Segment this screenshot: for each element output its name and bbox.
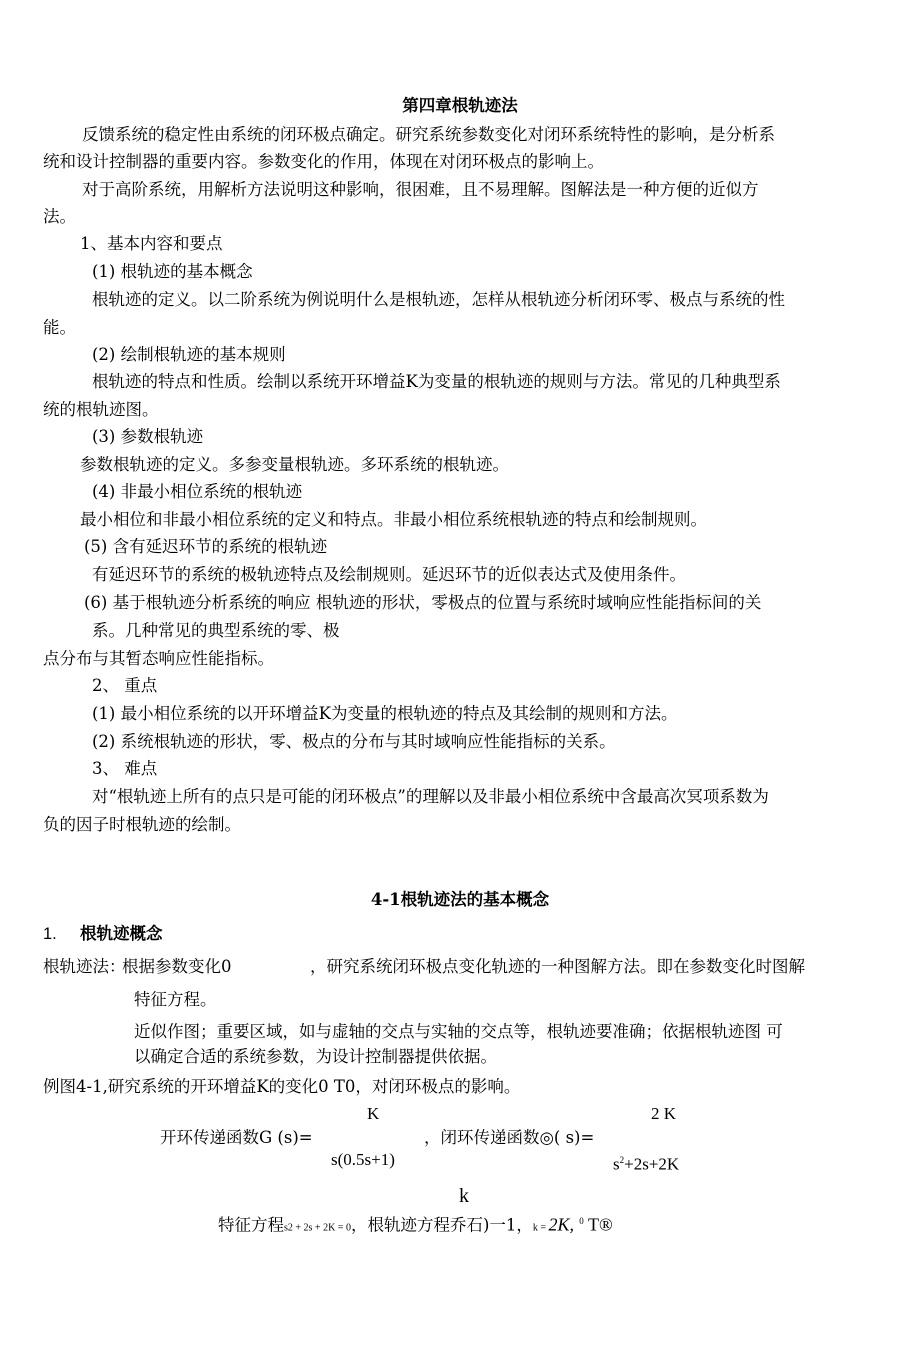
definition-text: 根据参数变化0 [122,957,232,976]
den-rest: +2s+2K [624,1154,680,1174]
item-text: 系。几种常见的典型系统的零、极 [92,621,340,640]
definition-text: ，研究系统闭环极点变化轨迹的一种图解方法。即在参数变化时图解 [310,957,805,976]
open-loop-numerator: K [367,1104,380,1123]
sub-heading: 根轨迹概念 [80,924,163,943]
item-text: 点分布与其暂态响应性能指标。 [43,649,274,668]
definition-text: 以确定合适的系统参数，为设计控制器提供依据。 [134,1047,497,1066]
definition-text: 近似作图；重要区域，如与虚轴的交点与实轴的交点等，根轨迹要准确；依据根轨迹图 可 [134,1022,783,1041]
intro-line: 对于高阶系统，用解析方法说明这种影响，很困难，且不易理解。图解法是一种方便的近似方 [82,180,759,199]
den-s: s [613,1154,620,1174]
sub-number: 1. [43,925,57,943]
characteristic-equation [218,1211,613,1239]
k-symbol: k [459,1185,469,1207]
item-title: (6) 基于根轨迹分析系统的响应 根轨迹的形状，零极点的位置与系统时域响应性能指标间的关 [84,593,762,612]
char-text: ，根轨迹方程乔石)一1， [350,1215,533,1235]
char-term: 0 [579,1216,584,1226]
item-text: (1) 最小相位系统的以开环增益K为变量的根轨迹的特点及其绘制的规则和方法。 [92,704,678,723]
char-term: s2 + [284,1222,304,1234]
den-sup: 2 [619,1155,625,1165]
item-title: (3) 参数根轨迹 [92,427,204,446]
item-text: 最小相位和非最小相位系统的定义和特点。非最小相位系统根轨迹的特点和绘制规则。 [80,510,707,529]
char-term: T® [583,1214,613,1235]
example-line: 例图4-1,研究系统的开环增益K的变化0 T0，对闭环极点的影响。 [43,1077,521,1096]
item-text: 参数根轨迹的定义。多参变量根轨迹。多环系统的根轨迹。 [80,455,509,474]
section-heading: 2、 重点 [92,676,158,695]
item-text: 对“根轨迹上所有的点只是可能的闭环极点”的理解以及非最小相位系统中含最高次冥项系数为 [92,787,769,806]
intro-line: 统和设计控制器的重要内容。参数变化的作用，体现在对闭环极点的影响上。 [43,152,604,171]
item-title: (4) 非最小相位系统的根轨迹 [92,482,303,501]
item-text: (2) 系统根轨迹的形状，零、极点的分布与其时域响应性能指标的关系。 [92,732,616,751]
closed-loop-numerator: 2 K [651,1104,677,1123]
item-text: 根轨迹的特点和性质。绘制以系统开环增益K为变量的根轨迹的规则与方法。常见的几种典型系 [92,372,781,391]
definition-text: 特征方程。 [134,990,217,1009]
char-term: 0 [345,1222,351,1234]
closed-loop-label: ，闭环传递函数◎( s)= [424,1128,595,1147]
char-term: 2s + [303,1222,324,1234]
item-title: (2) 绘制根轨迹的基本规则 [92,345,286,364]
item-text: 统的根轨迹图。 [43,400,159,419]
char-term: 2K, [548,1214,575,1235]
item-text: 负的因子时根轨迹的绘制。 [43,815,241,834]
char-term: k = [532,1222,549,1234]
item-text: 能。 [43,318,76,337]
section-heading: 3、 难点 [92,759,158,778]
char-term: 2K = [323,1222,346,1234]
item-text: 有延迟环节的系统的极轨迹特点及绘制规则。延迟环节的近似表达式及使用条件。 [92,565,686,584]
item-title: (1) 根轨迹的基本概念 [92,262,253,281]
open-loop-label: 开环传递函数G (s)= [160,1128,313,1147]
chapter-title: 第四章根轨迹法 [402,96,518,115]
intro-line: 反馈系统的稳定性由系统的闭环极点确定。研究系统参数变化对闭环系统特性的影响，是分析系 [82,125,775,144]
item-text: 根轨迹的定义。以二阶系统为例说明什么是根轨迹，怎样从根轨迹分析闭环零、极点与系统的性 [92,290,785,309]
open-loop-denominator: s(0.5s+1) [331,1150,395,1169]
closed-loop-denominator [613,1150,679,1175]
section-title: 4-1根轨迹法的基本概念 [370,890,550,909]
char-label: 特征方程 [218,1215,284,1235]
intro-line: 法。 [43,207,76,226]
item-title: (5) 含有延迟环节的系统的根轨迹 [84,537,328,556]
definition-label: 根轨迹法： [43,957,126,976]
section-heading: 1、基本内容和要点 [80,234,223,253]
